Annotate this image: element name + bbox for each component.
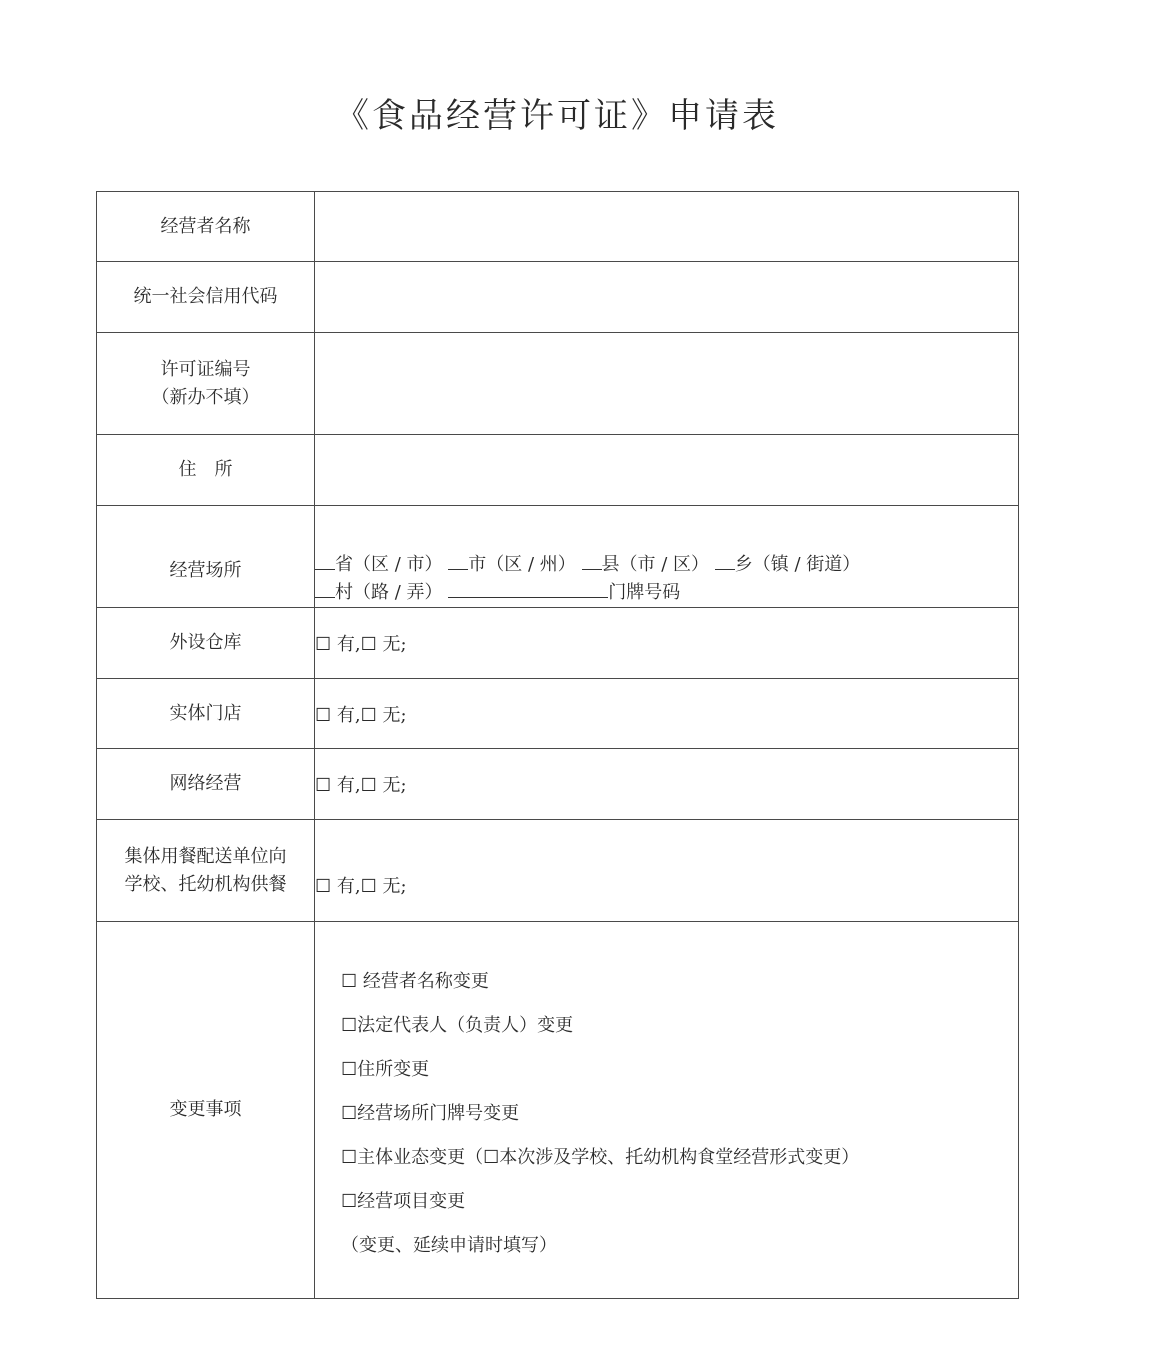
row-group-meal — [97, 820, 1019, 922]
row-residence — [97, 435, 1019, 506]
group-meal-label-line2: 学校、托幼机构供餐 — [124, 873, 287, 895]
physical-store-checkboxes[interactable]: ☐ 有,☐ 无; — [315, 679, 1019, 749]
residence-label: 住 所 — [97, 435, 315, 506]
online-business-checkboxes[interactable]: ☐ 有,☐ 无; — [315, 749, 1019, 820]
license-number-label-line2: （新办不填） — [151, 386, 260, 408]
house-number-blank[interactable] — [448, 579, 608, 598]
operator-name-label: 经营者名称 — [97, 192, 315, 262]
township-blank[interactable] — [715, 551, 735, 570]
warehouse-checkboxes[interactable]: ☐ 有,☐ 无; — [315, 608, 1019, 679]
group-meal-checkboxes[interactable]: ☐ 有,☐ 无; — [315, 820, 1019, 922]
group-meal-label — [97, 820, 315, 922]
row-premises — [97, 506, 1019, 608]
license-number-field[interactable] — [315, 333, 1019, 435]
premises-line-2 — [315, 579, 1018, 607]
row-license-number — [97, 333, 1019, 435]
changes-list — [315, 952, 1018, 1268]
row-credit-code — [97, 262, 1019, 333]
province-label: 省（区 / 市） — [335, 554, 443, 575]
application-form-table — [96, 191, 1019, 1299]
credit-code-field[interactable] — [315, 262, 1019, 333]
group-meal-label-line1: 集体用餐配送单位向 — [124, 845, 287, 867]
residence-field[interactable] — [315, 435, 1019, 506]
city-blank[interactable] — [448, 551, 468, 570]
row-changes — [97, 922, 1019, 1299]
operator-name-field[interactable] — [315, 192, 1019, 262]
county-blank[interactable] — [582, 551, 602, 570]
premises-label: 经营场所 — [97, 506, 315, 608]
row-warehouse — [97, 608, 1019, 679]
change-business-items-checkbox[interactable]: ☐经营项目变更 — [341, 1191, 466, 1212]
change-house-number-checkbox[interactable]: ☐经营场所门牌号变更 — [341, 1103, 520, 1124]
row-operator-name — [97, 192, 1019, 262]
credit-code-label: 统一社会信用代码 — [97, 262, 315, 333]
change-operator-name-checkbox[interactable]: ☐ 经营者名称变更 — [341, 971, 489, 992]
county-label: 县（市 / 区） — [601, 554, 710, 575]
city-label: 市（区 / 州） — [468, 554, 576, 575]
license-number-label-line1: 许可证编号 — [160, 358, 251, 380]
online-business-label: 网络经营 — [97, 749, 315, 820]
change-legal-rep-checkbox[interactable]: ☐法定代表人（负责人）变更 — [341, 1015, 574, 1036]
change-business-type-checkbox[interactable]: ☐主体业态变更（☐本次涉及学校、托幼机构食堂经营形式变更） — [341, 1147, 860, 1168]
change-residence-checkbox[interactable]: ☐住所变更 — [341, 1059, 430, 1080]
changes-field — [315, 922, 1019, 1299]
page-title: 《食品经营许可证》申请表 — [335, 96, 779, 136]
changes-label: 变更事项 — [97, 922, 315, 1299]
village-label: 村（路 / 弄） — [335, 582, 443, 603]
changes-note: （变更、延续申请时填写） — [341, 1235, 557, 1256]
township-label: 乡（镇 / 街道） — [734, 554, 861, 575]
license-number-label — [97, 333, 315, 435]
premises-line-1 — [315, 551, 1018, 579]
premises-field — [315, 506, 1019, 608]
province-blank[interactable] — [315, 551, 335, 570]
row-online-business — [97, 749, 1019, 820]
village-blank[interactable] — [315, 579, 335, 598]
warehouse-label: 外设仓库 — [97, 608, 315, 679]
physical-store-label: 实体门店 — [97, 679, 315, 749]
house-number-label: 门牌号码 — [608, 582, 681, 603]
row-physical-store — [97, 679, 1019, 749]
